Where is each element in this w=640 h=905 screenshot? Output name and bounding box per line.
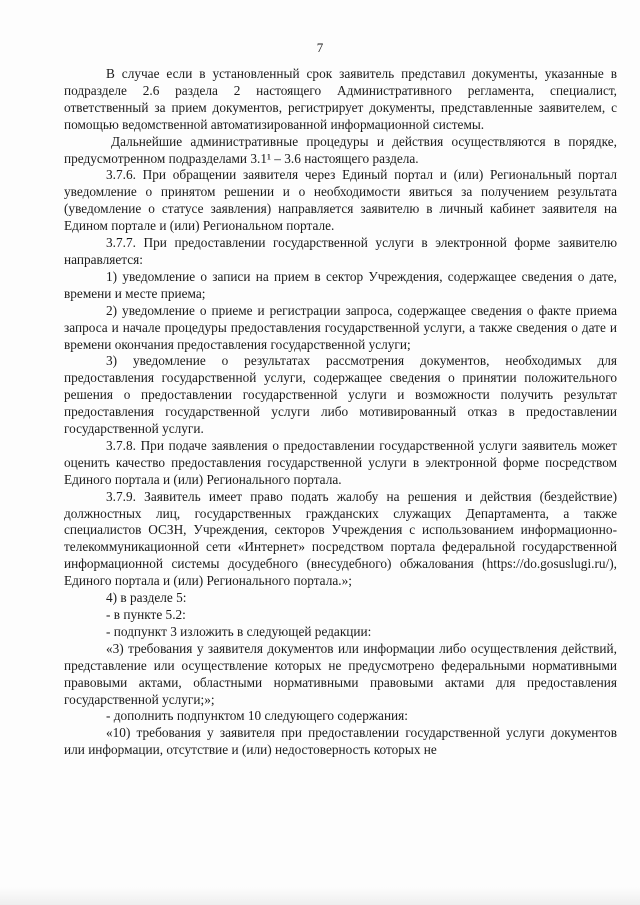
list-item: 2) уведомление о приеме и регистрации запроса, содержащее сведения о факте приема запроса и начале процедуры предоставления государственной услуги, а также сведения о дате и времени окончания предоставления государственной услуги;	[64, 302, 617, 352]
list-item: 3) уведомление о результатах рассмотрения документов, необходимых для предоставления государственной услуги, содержащее сведения о принятии положительного решения о предоставлении государственной услуги и возможности получить результат предоставления государственной услуги либо мотивированный отказ в предоставлении государственной услуги.	[64, 353, 617, 437]
quoted-paragraph: «3) требования у заявителя документов или информации либо осуществления действий, представление или осуществление которых не предусмотрено федеральными нормативными правовыми актами, областными нормативными правовыми актами для предоставления государственной услуги;»;	[64, 640, 617, 707]
paragraph: 3.7.9. Заявитель имеет право подать жалобу на решения и действия (бездействие) должностных лиц, государственных гражданских служащих Департамента, а также специалистов ОСЗН, Учреждения, секторов Учреждения с использованием информационно-телекоммуникационной сети «Интернет» посредством портала федеральной государственной информационной системы досудебного (внесудебного) обжалования (https://do.gosuslugi.ru/), Единого портала и (или) Регионального портала.»;	[64, 488, 617, 589]
paragraph: 3.7.7. При предоставлении государственной услуги в электронной форме заявителю направляется:	[64, 235, 617, 267]
page-number: 7	[316, 40, 324, 55]
quoted-paragraph: «10) требования у заявителя при предоставлении государственной услуги документов или информации, отсутствие и (или) недостоверность которых не	[64, 725, 617, 758]
paragraph: В случае если в установленный срок заявитель представил документы, указанные в подразделе 2.6 раздела 2 настоящего Административного регламента, специалист, ответственный за прием документов, регистрирует документы, представленные заявителем, с помощью ведомственной автоматизированной информационной системы.	[64, 66, 617, 132]
paragraph: - дополнить подпунктом 10 следующего содержания:	[106, 708, 408, 724]
paragraph: 3.7.8. При подаче заявления о предоставлении государственной услуги заявитель может оценить качество предоставления государственной услуги в электронной форме посредством Единого портала и (или) Регионального портала.	[64, 437, 617, 487]
list-item: 1) уведомление о записи на прием в сектор Учреждения, содержащее сведения о дате, времени и месте приема;	[64, 268, 617, 301]
paragraph: - подпункт 3 изложить в следующей редакции:	[106, 623, 372, 639]
paragraph: Дальнейшие административные процедуры и действия осуществляются в порядке, предусмотренном подразделами 3.1¹ – 3.6 настоящего раздела.	[64, 133, 617, 166]
paragraph: 3.7.6. При обращении заявителя через Единый портал и (или) Региональный портал уведомление о принятом решении и о необходимости явиться за получением результата (уведомление о статусе заявления) направляется заявителю в личный кабинет заявителя на Едином портале и (или) Региональном портале.	[64, 167, 617, 234]
paragraph: 4) в разделе 5:	[106, 590, 187, 606]
document-body	[64, 66, 617, 759]
scan-edge-shadow	[0, 887, 640, 905]
paragraph: - в пункте 5.2:	[106, 607, 186, 622]
